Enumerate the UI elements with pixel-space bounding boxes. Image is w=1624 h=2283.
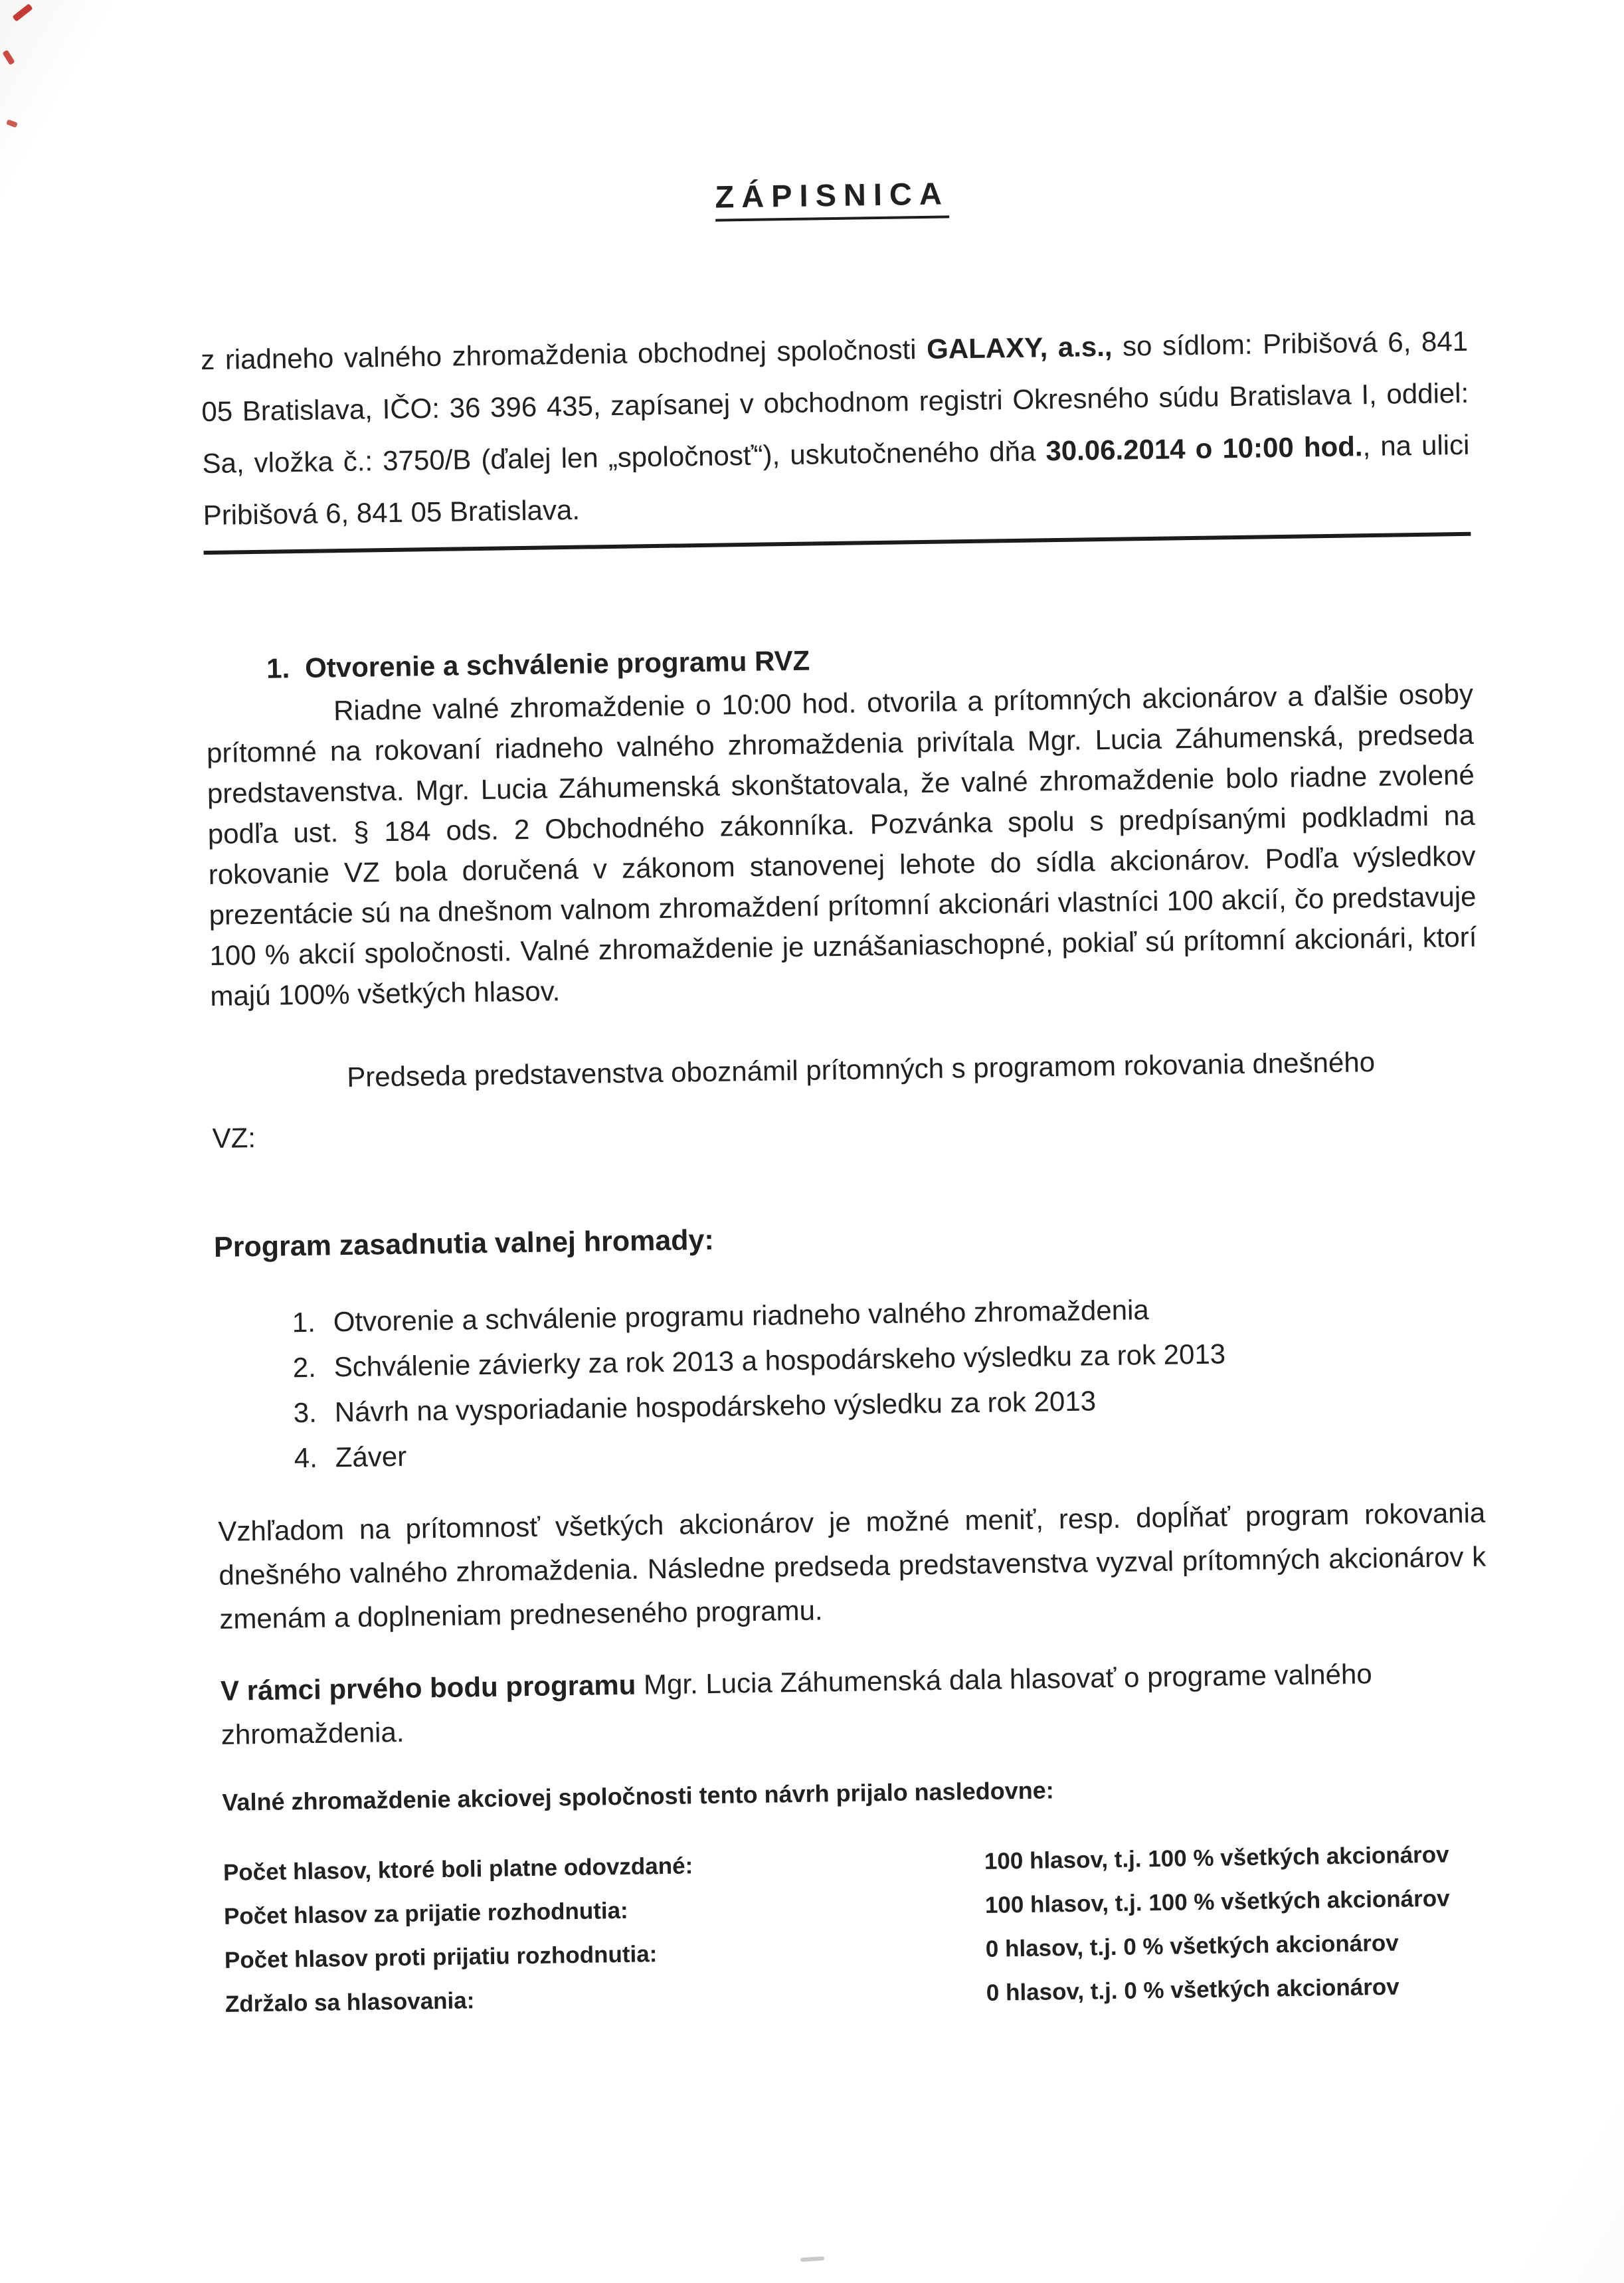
agenda-item-text: Otvorenie a schválenie programu riadneho valného zhromaždenia [333,1294,1150,1338]
voting-row-label: Počet hlasov proti prijatiu rozhodnutia: [224,1941,658,1973]
first-agenda-vote-paragraph [220,1651,1489,1757]
scan-artifact-red-mark [6,120,18,128]
agenda-item-number: 1. [292,1306,316,1338]
document-title-text: ZÁPISNICA [715,175,949,221]
intro-paragraph [201,316,1471,541]
voting-row-label: Počet hlasov za prijatie rozhodnutia: [223,1897,628,1930]
agenda-heading: Program zasadnutia valnej hromady: [213,1224,715,1263]
company-name: GALAXY, a.s., [926,330,1113,365]
agenda-item-number: 3. [293,1396,317,1429]
voting-table [223,1833,1493,2027]
section-1-title: Otvorenie a schválenie programu RVZ [304,644,810,684]
first-agenda-vote-lead: V rámci prvého bodu programu [220,1669,636,1706]
meeting-datetime: 30.06.2014 o 10:00 hod. [1045,430,1363,467]
voting-row-value: 0 hlasov, t.j. 0 % všetkých akcionárov [985,1930,1399,1962]
voting-result-intro: Valné zhromaždenie akciovej spoločnosti tento návrh prijalo nasledovne: [222,1776,1054,1816]
scan-artifact-smudge [800,2256,824,2262]
amendment-paragraph: Vzhľadom na prítomnosť všetkých akcionárov je možné meniť, resp. dopĺňať program rokovania dnešného valného zhromaždenia. Následne predseda predstavenstva vyzval prítomných akcionárov k zmenám a doplneniam predneseného programu. [218,1497,1487,1635]
scan-artifact-red-mark [12,3,33,22]
intro-text-pre: z riadneho valného zhromaždenia obchodnej spoločnosti [200,333,927,376]
document-title [198,167,1466,223]
intro-text-mid: so sídlom: Pribišová 6, 841 05 Bratislava, IČO: 36 396 435, zapísanej v obchodnom registri Okresného súdu Bratislava I, oddiel: Sa, vložka č.: 3750/B (ďalej len „spoločnosť“), uskutočneného dňa [201,325,1469,480]
agenda-item-text: Schválenie závierky za rok 2013 a hospodárskeho výsledku za rok 2013 [333,1338,1226,1383]
agenda-list [215,1283,1485,1482]
voting-row-label: Počet hlasov, ktoré boli platne odovzdané: [223,1853,693,1886]
agenda-item-text: Návrh na vysporiadanie hospodárskeho výsledku za rok 2013 [334,1385,1097,1428]
voting-row-value: 0 hlasov, t.j. 0 % všetkých akcionárov [986,1973,1399,2006]
section-1-number: 1. [266,652,290,684]
scan-artifact-red-mark [2,50,15,65]
voting-row-value: 100 hlasov, t.j. 100 % všetkých akcionárov [984,1841,1449,1874]
agenda-item-number: 4. [294,1441,318,1474]
vz-line: VZ: [212,1122,256,1154]
intro-text-post: , na ulici Pribišová 6, 841 05 Bratislava. [203,428,1470,531]
agenda-item-number: 2. [292,1351,317,1384]
agenda-item-text: Záver [335,1440,407,1473]
document-content [198,155,1492,2027]
voting-row-value: 100 hlasov, t.j. 100 % všetkých akcionárov [984,1885,1450,1918]
chairman-paragraph: Predseda predstavenstva oboznámil prítomných s programom rokovania dnešného [346,1046,1376,1093]
first-agenda-vote-rest: Mgr. Lucia Záhumenská dala hlasovať o programe valného zhromaždenia. [221,1658,1372,1750]
voting-row-label: Zdržalo sa hlasovania: [225,1987,475,2017]
section-1-body: Riadne valné zhromaždenie o 10:00 hod. otvorila a prítomných akcionárov a ďalšie osoby prítomné na rokovaní riadneho valného zhromaždenia privítala Mgr. Lucia Záhumenská, predseda predstavenstva. Mgr. Lucia Záhumenská skonštatovala, že valné zhromaždenie bolo riadne zvolené podľa ust. § 184 ods. 2 Obchodného zákonníka. Pozvánka spolu s predpísanými podkladmi na rokovanie VZ bola doručená v zákonom stanovenej lehote do sídla akcionárov. Podľa výsledkov prezentácie sú na dnešnom valnom zhromaždení prítomní akcionári vlastníci 100 akcií, čo predstavuje 100 % akcií spoločnosti. Valné zhromaždenie je uznášaniaschopné, pokiaľ sú prítomní akcionári, ktorí majú 100% všetkých hlasov. [206,678,1477,1012]
